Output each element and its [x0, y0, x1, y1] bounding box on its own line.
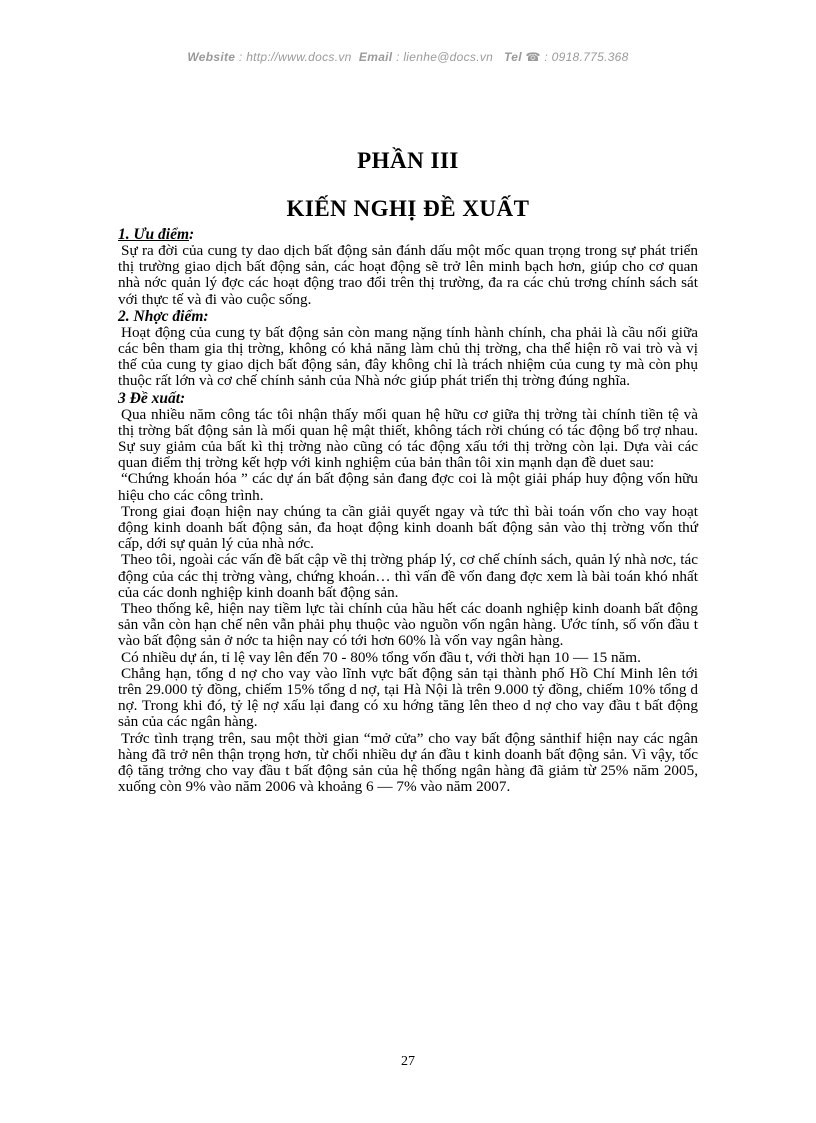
section1-heading — [118, 226, 698, 243]
main-title: KIẾN NGHỊ ĐỀ XUẤT — [286, 196, 530, 221]
email-label: Email — [358, 50, 393, 64]
section1-heading-suffix: : — [189, 226, 195, 243]
email-value: : lienhe@docs.vn — [396, 50, 494, 64]
tel-label: Tel — [504, 50, 522, 64]
section3-paragraph: Trong giai đoạn hiện nay chúng ta cần giải quyết ngay và tức thì bài toán vốn cho vay hoạt động kinh doanh bất động sản, đa hoạt động kinh doanh bất động sản vào thị trờng vốn thứ cấp, dới sự quản lý của nhà nớc. — [118, 502, 698, 553]
part-title: PHẦN III — [357, 148, 459, 173]
document-body — [118, 226, 698, 796]
page-header — [0, 50, 816, 64]
section2-paragraph: Hoạt động của cung ty bất động sản còn mang nặng tính hành chính, cha phải là cầu nối giữa các bên tham gia thị trờng, không có khả năng làm chủ thị trờng, cha thể hiện rõ vai trò và vị thế của cung ty giao dịch bất động sản, đây không chỉ là trách nhiệm của cung ty mà còn phụ thuộc rất lớn và cơ chế chính sảnh của Nhà nớc giúp phát triển thị trờng đúng nghĩa. — [118, 323, 698, 390]
section2-heading: 2. Nhợc điểm: — [118, 307, 209, 325]
page-number: 27 — [401, 1054, 415, 1069]
section3-paragraph: Qua nhiều năm công tác tôi nhận thấy mối quan hệ hữu cơ giữa thị trờng tài chính tiền tệ và thị trờng bất động sản là mối quan hệ mật thiết, không tách rời chúng có tác động bổ trợ nhau. Sự suy giảm của bất kì thị trờng nào cũng có tác động xấu tới thị trờng còn lại. Dựa vài các quan điểm thị trờng kết hợp với kinh nghiệm của bản thân tôi xin mạnh dạn đề duet sau: — [118, 405, 698, 472]
section3-paragraph: Trớc tình trạng trên, sau một thời gian “mở cửa” cho vay bất động sảnthif hiện nay các ngân hàng đã trở nên thận trọng hơn, từ chối nhiều dự án đầu t kinh doanh bất động sản. Vì vậy, tốc độ tăng trởng cho vay đầu t bất động sản của hệ thống ngân hàng đã giảm từ 25% năm 2005, xuống còn 9% vào năm 2006 và khoảng 6 — 7% vào năm 2007. — [118, 729, 698, 796]
section1-paragraph: Sự ra đời của cung ty dao dịch bất động sản đánh dấu một mốc quan trọng trong sự phát triển thị trường giao dịch bất động sản, các hoạt động sẽ trở lên minh bạch hơn, giúp cho cơ quan nhà nớc quản lý đợc các hoạt động trao đổi trên thị trường, đa ra các chủ trơng chính sách sát với thực tế và đi vào cuộc sống. — [118, 242, 698, 308]
tel-value: ☎ : 0918.775.368 — [525, 50, 629, 64]
section3-paragraph: Theo tôi, ngoài các vấn đề bất cập về thị trờng pháp lý, cơ chế chính sách, quản lý nhà nơc, tác động của các thị trờng vàng, chứng khoán… thì vấn đề vốn đang đợc xem là bài toán khó nhất của các donh nghiệp kinh doanh bất động sản. — [118, 551, 698, 601]
website-value: : http://www.docs.vn — [238, 50, 352, 64]
section3-heading: 3 Đề xuất: — [118, 389, 186, 407]
website-label: Website — [187, 50, 236, 64]
section1-heading-text: 1. Ưu điểm — [118, 226, 189, 243]
section3-paragraph: “Chứng khoán hóa ” các dự án bất động sản đang đợc coi là một giải pháp huy động vốn hữu hiệu cho các công trình. — [118, 470, 698, 504]
section3-paragraph: Theo thống kê, hiện nay tiềm lực tài chính của hầu hết các doanh nghiệp kinh doanh bất động sản vẫn còn hạn chế nên vẫn phải phụ thuộc vào nguồn vốn ngân hàng. Ước tính, số vốn đầu t vào bất động sản ở nớc ta hiện nay có tới hơn 60% là vốn vay ngân hàng. — [118, 600, 698, 650]
section3-paragraph: Có nhiều dự án, tỉ lệ vay lên đến 70 - 80% tổng vốn đầu t, với thời hạn 10 — 15 năm. — [121, 648, 641, 666]
section3-paragraph: Chẳng hạn, tổng d nợ cho vay vào lĩnh vực bất động sản tại thành phố Hồ Chí Minh lên tới trên 29.000 tỷ đồng, chiếm 15% tổng d nợ, tại Hà Nội là trên 9.000 tỷ đồng, chiếm 10% tổng d nợ. Trong khi đó, tỷ lệ nợ xấu lại đang có xu hớng tăng lên theo d nợ cho vay đầu t bất động sản của các ngân hàng. — [118, 664, 698, 731]
